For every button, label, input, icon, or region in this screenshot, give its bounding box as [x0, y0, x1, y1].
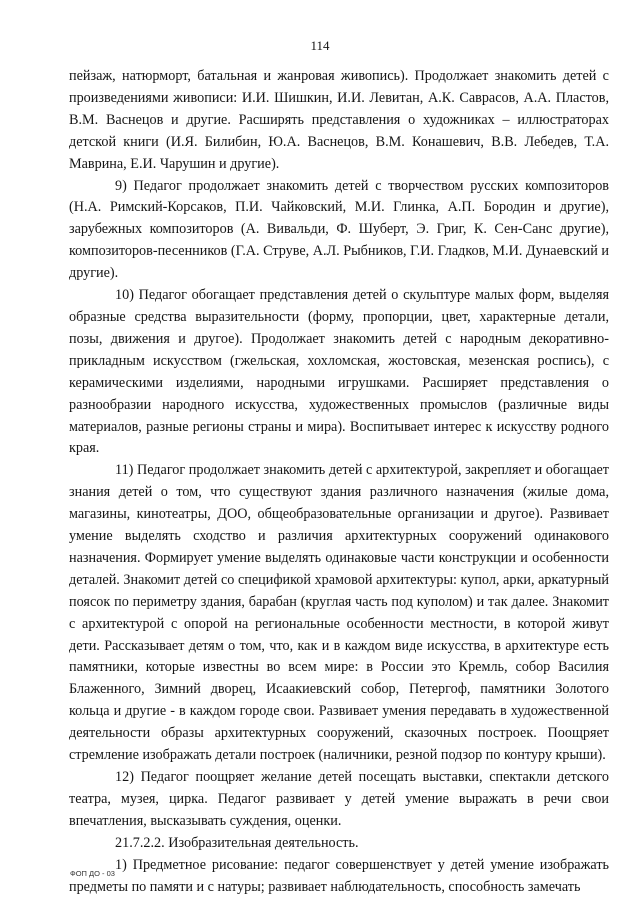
section-heading: 21.7.2.2. Изобразительная деятельность.: [115, 834, 359, 851]
page-number: 114: [310, 38, 330, 53]
paragraph-item-9: 9) Педагог продолжает знакомить детей с творчеством русских композиторов (Н.А. Римский-Корсаков, П.И. Чайковский, М.И. Глинка, А.П. Бородин и другие), зарубежных композиторов (А. Вивальди, Ф. Шуберт, Э. Григ, К. Сен-Санс другие), композиторов-песенников (Г.А. Струве, А.Л. Рыбников, Г.И. Гладков, М.И. Дунаевский и другие).: [69, 177, 609, 282]
paragraph-continuation: пейзаж, натюрморт, батальная и жанровая живопись). Продолжает знакомить детей с произведениями живописи: И.И. Шишкин, И.И. Левитан, А.К. Саврасов, А.А. Пластов, В.М. Васнецов и другие. Расширять представления о художниках – иллюстраторах детской книги (И.Я. Билибин, Ю.А. Васнецов, В.М. Конашевич, В.В. Лебедев, Т.А. Маврина, Е.И. Чарушин и другие).: [69, 68, 609, 172]
footer-label: ФОП ДО - 03: [70, 869, 115, 878]
body-text: [69, 66, 609, 898]
paragraph-item-12: 12) Педагог поощряет желание детей посещать выставки, спектакли детского театра, музея, цирка. Педагог развивает у детей умение выражать в речи свои впечатления, высказывать суждения, оценки.: [69, 769, 609, 829]
paragraph-item-1: 1) Предметное рисование: педагог совершенствует у детей умение изображать предметы по памяти и с натуры; развивает наблюдательность, способность замечать: [69, 856, 609, 895]
paragraph-item-10: 10) Педагог обогащает представления детей о скульптуре малых форм, выделяя образные средства выразительности (форму, пропорции, цвет, характерные детали, позы, движения и другое). Продолжает знакомить детей с народным декоративно-прикладным искусством (гжельская, хохломская, жостовская, мезенская роспись), с керамическими изделиями, народными игрушками. Расширяет представления о разнообразии народного искусства, художественных промыслов (различные виды материалов, разные регионы страны и мира). Воспитывает интерес к искусству родного края.: [69, 287, 609, 457]
paragraph-item-11: 11) Педагог продолжает знакомить детей с архитектурой, закрепляет и обогащает знания детей о том, что существуют здания различного назначения (жилые дома, магазины, кинотеатры, ДОО, общеобразовательные организации и другое). Развивает умение выделять сходство и различия архитектурных сооружений одинакового назначения. Формирует умение выделять одинаковые части конструкции и особенности деталей. Знакомит детей со спецификой храмовой архитектуры: купол, арки, аркатурный поясок по периметру здания, барабан (круглая часть под куполом) и так далее. Знакомит с архитектурой с опорой на региональные особенности местности, в которой живут дети. Рассказывает детям о том, что, как и в каждом виде искусства, в архитектуре есть памятники, которые известны во всем мире: в России это Кремль, собор Василия Блаженного, Зимний дворец, Исаакиевский собор, Петергоф, памятники Золотого кольца и другие - в каждом городе свои. Развивает умения передавать в художественной деятельности образы архитектурных сооружений, сказочных построек. Поощряет стремление изображать детали построек (наличники, резной подзор по контуру крыши).: [69, 462, 609, 764]
